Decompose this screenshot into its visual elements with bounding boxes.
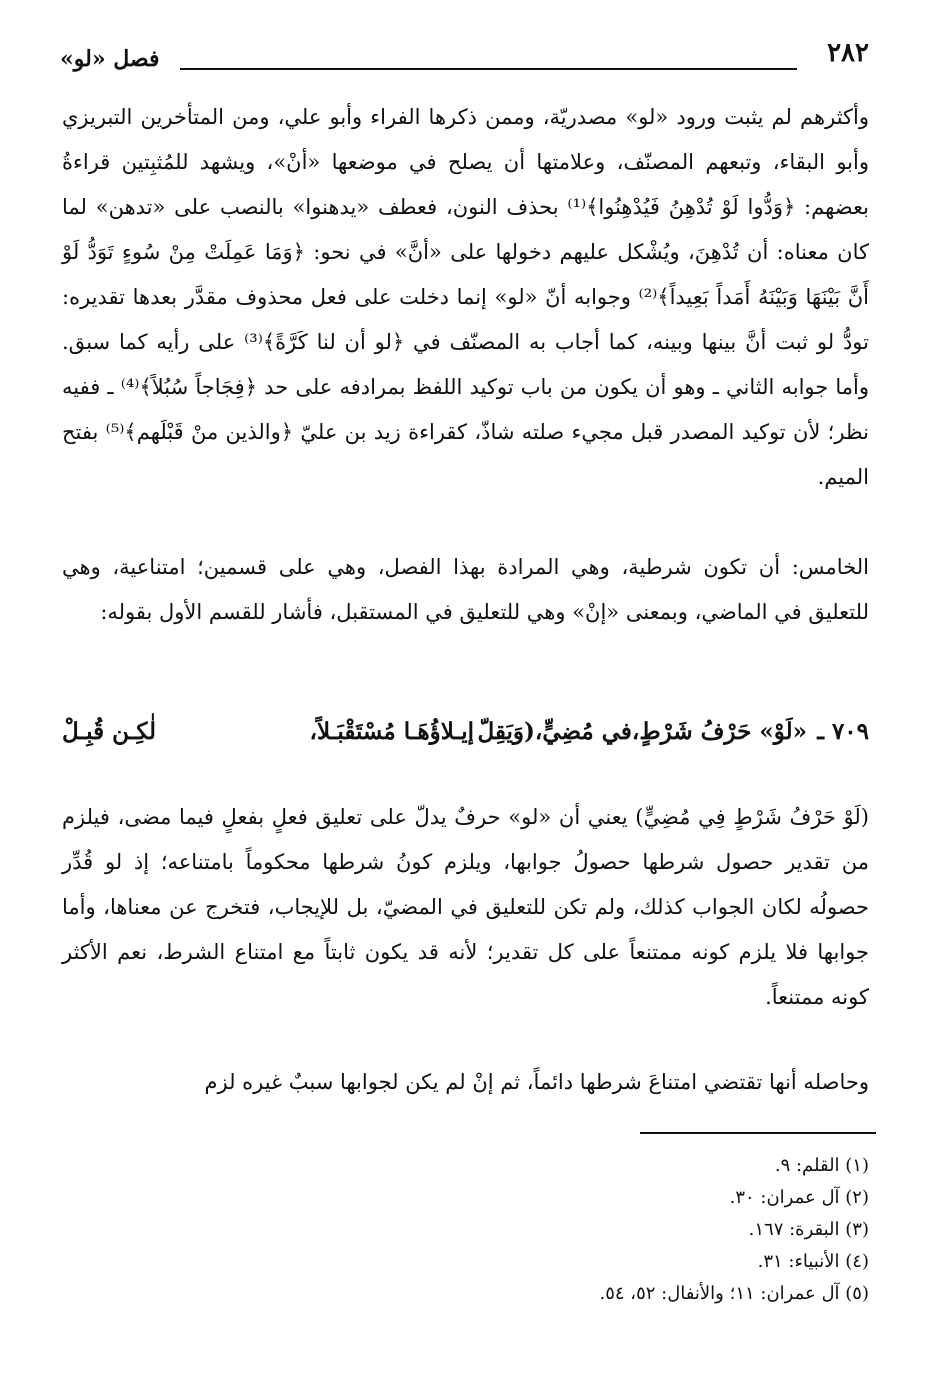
footnote-2: (٢) آل عمران: ٣٠. <box>729 1187 869 1208</box>
footnote-3: (٣) البقرة: ١٦٧. <box>748 1219 869 1240</box>
footnote-5: (٥) آل عمران: ١١؛ والأنفال: ٥٢، ٥٤. <box>599 1283 869 1304</box>
verse-hemistich-2b: لٰكِـن قُبِـلْ <box>62 718 157 745</box>
verse-hemistich-1: «لَوْ» حَرْفُ شَرْطٍ،في مُضِيٍّ،(وَيَقِلّ <box>477 718 807 745</box>
footnote-4: (٤) الأنبياء: ٣١. <box>757 1251 869 1272</box>
footnotes <box>62 1150 869 1310</box>
page-header <box>60 38 869 78</box>
paragraph-3: (لَوْ حَرْفُ شَرْطٍ فِي مُضِيٍّ) يعني أن «لو» حرفٌ يدلّ على تعليق فعلٍ بفعلٍ فيما مضى، فيلزم من تقدير حصول شرطها حصولُ جوابها، ويلزم كونُ شرطها محكوماً بامتناعه؛ إذ لو قُدِّر حصولُه لكان الجواب كذلك، ولم تكن للتعليق في المضيّ، بل للإيجاب، فتخرج عن معناها، وأما جوابها فلا يلزم كونه ممتنعاً على كل تقدير؛ لأنه قد يكون ثابتاً مع امتناع الشرط، نعم الأكثر كونه ممتنعاً. <box>62 805 869 1009</box>
footnote-separator <box>640 1132 876 1134</box>
paragraph-4: وحاصله أنها تقتضي امتناعَ شرطها دائماً، ثم إنْ لم يكن لجوابها سببٌ غيره لزم <box>204 1070 869 1094</box>
poem-verse <box>62 718 869 766</box>
verse-hemistich-2a: إيـلاؤُهَـا مُسْتَقْبَـلاً، <box>309 718 474 745</box>
chapter-title: فصل «لو» <box>60 46 160 72</box>
header-rule <box>180 68 797 70</box>
page-number: ٢٨٢ <box>827 38 869 68</box>
paragraph-1: وأكثرهم لم يثبت ورود «لو» مصدريّة، وممن ذكرها الفراء وأبو علي، ومن المتأخرين التبريزي وأبو البقاء، وتبعهم المصنّف، وعلامتها أن يصلح في موضعها «أنْ»، ويشهد للمُثبِتين قراءةُ بعضهم: ﴿وَدُّوا لَوْ تُدْهِنُ فَيُدْهِنُوا﴾⁽¹⁾ بحذف النون، فعطف «يدهنوا» بالنصب على «تدهن» لما كان معناه: أن تُدْهِنَ، ويُشْكل عليهم دخولها على «أنَّ» في نحو: ﴿وَمَا عَمِلَتْ مِنْ سُوءٍ تَوَدُّ لَوْ أَنَّ بَيْنَهَا وَبَيْنَهُ أَمَداً بَعِيداً﴾⁽²⁾ وجوابه أنّ «لو» إنما دخلت على فعل محذوف مقدَّر بعدها تقديره: تودُّ لو ثبت أنَّ بينها وبينه، كما أجاب به المصنّف في ﴿لو أن لنا كَرَّةً﴾⁽³⁾ على رأيه كما سبق. وأما جوابه الثاني ـ وهو أن يكون من باب توكيد اللفظ بمرادفه على حد ﴿فِجَاجاً سُبُلاً﴾⁽⁴⁾ ـ ففيه نظر؛ لأن توكيد المصدر قبل مجيء صلته شاذّ، كقراءة زيد بن عليّ ﴿والذين منْ قَبْلَهم﴾⁽⁵⁾ بفتح الميم. <box>62 105 869 489</box>
verse-number: ٧٠٩ ـ <box>817 718 869 745</box>
footnote-1: (١) القلم: ٩. <box>774 1155 869 1176</box>
paragraph-2: الخامس: أن تكون شرطية، وهي المرادة بهذا الفصل، وهي على قسمين؛ امتناعية، وهي للتعليق في الماضي، وبمعنى «إنْ» وهي للتعليق في المستقبل، فأشار للقسم الأول بقوله: <box>62 555 869 624</box>
